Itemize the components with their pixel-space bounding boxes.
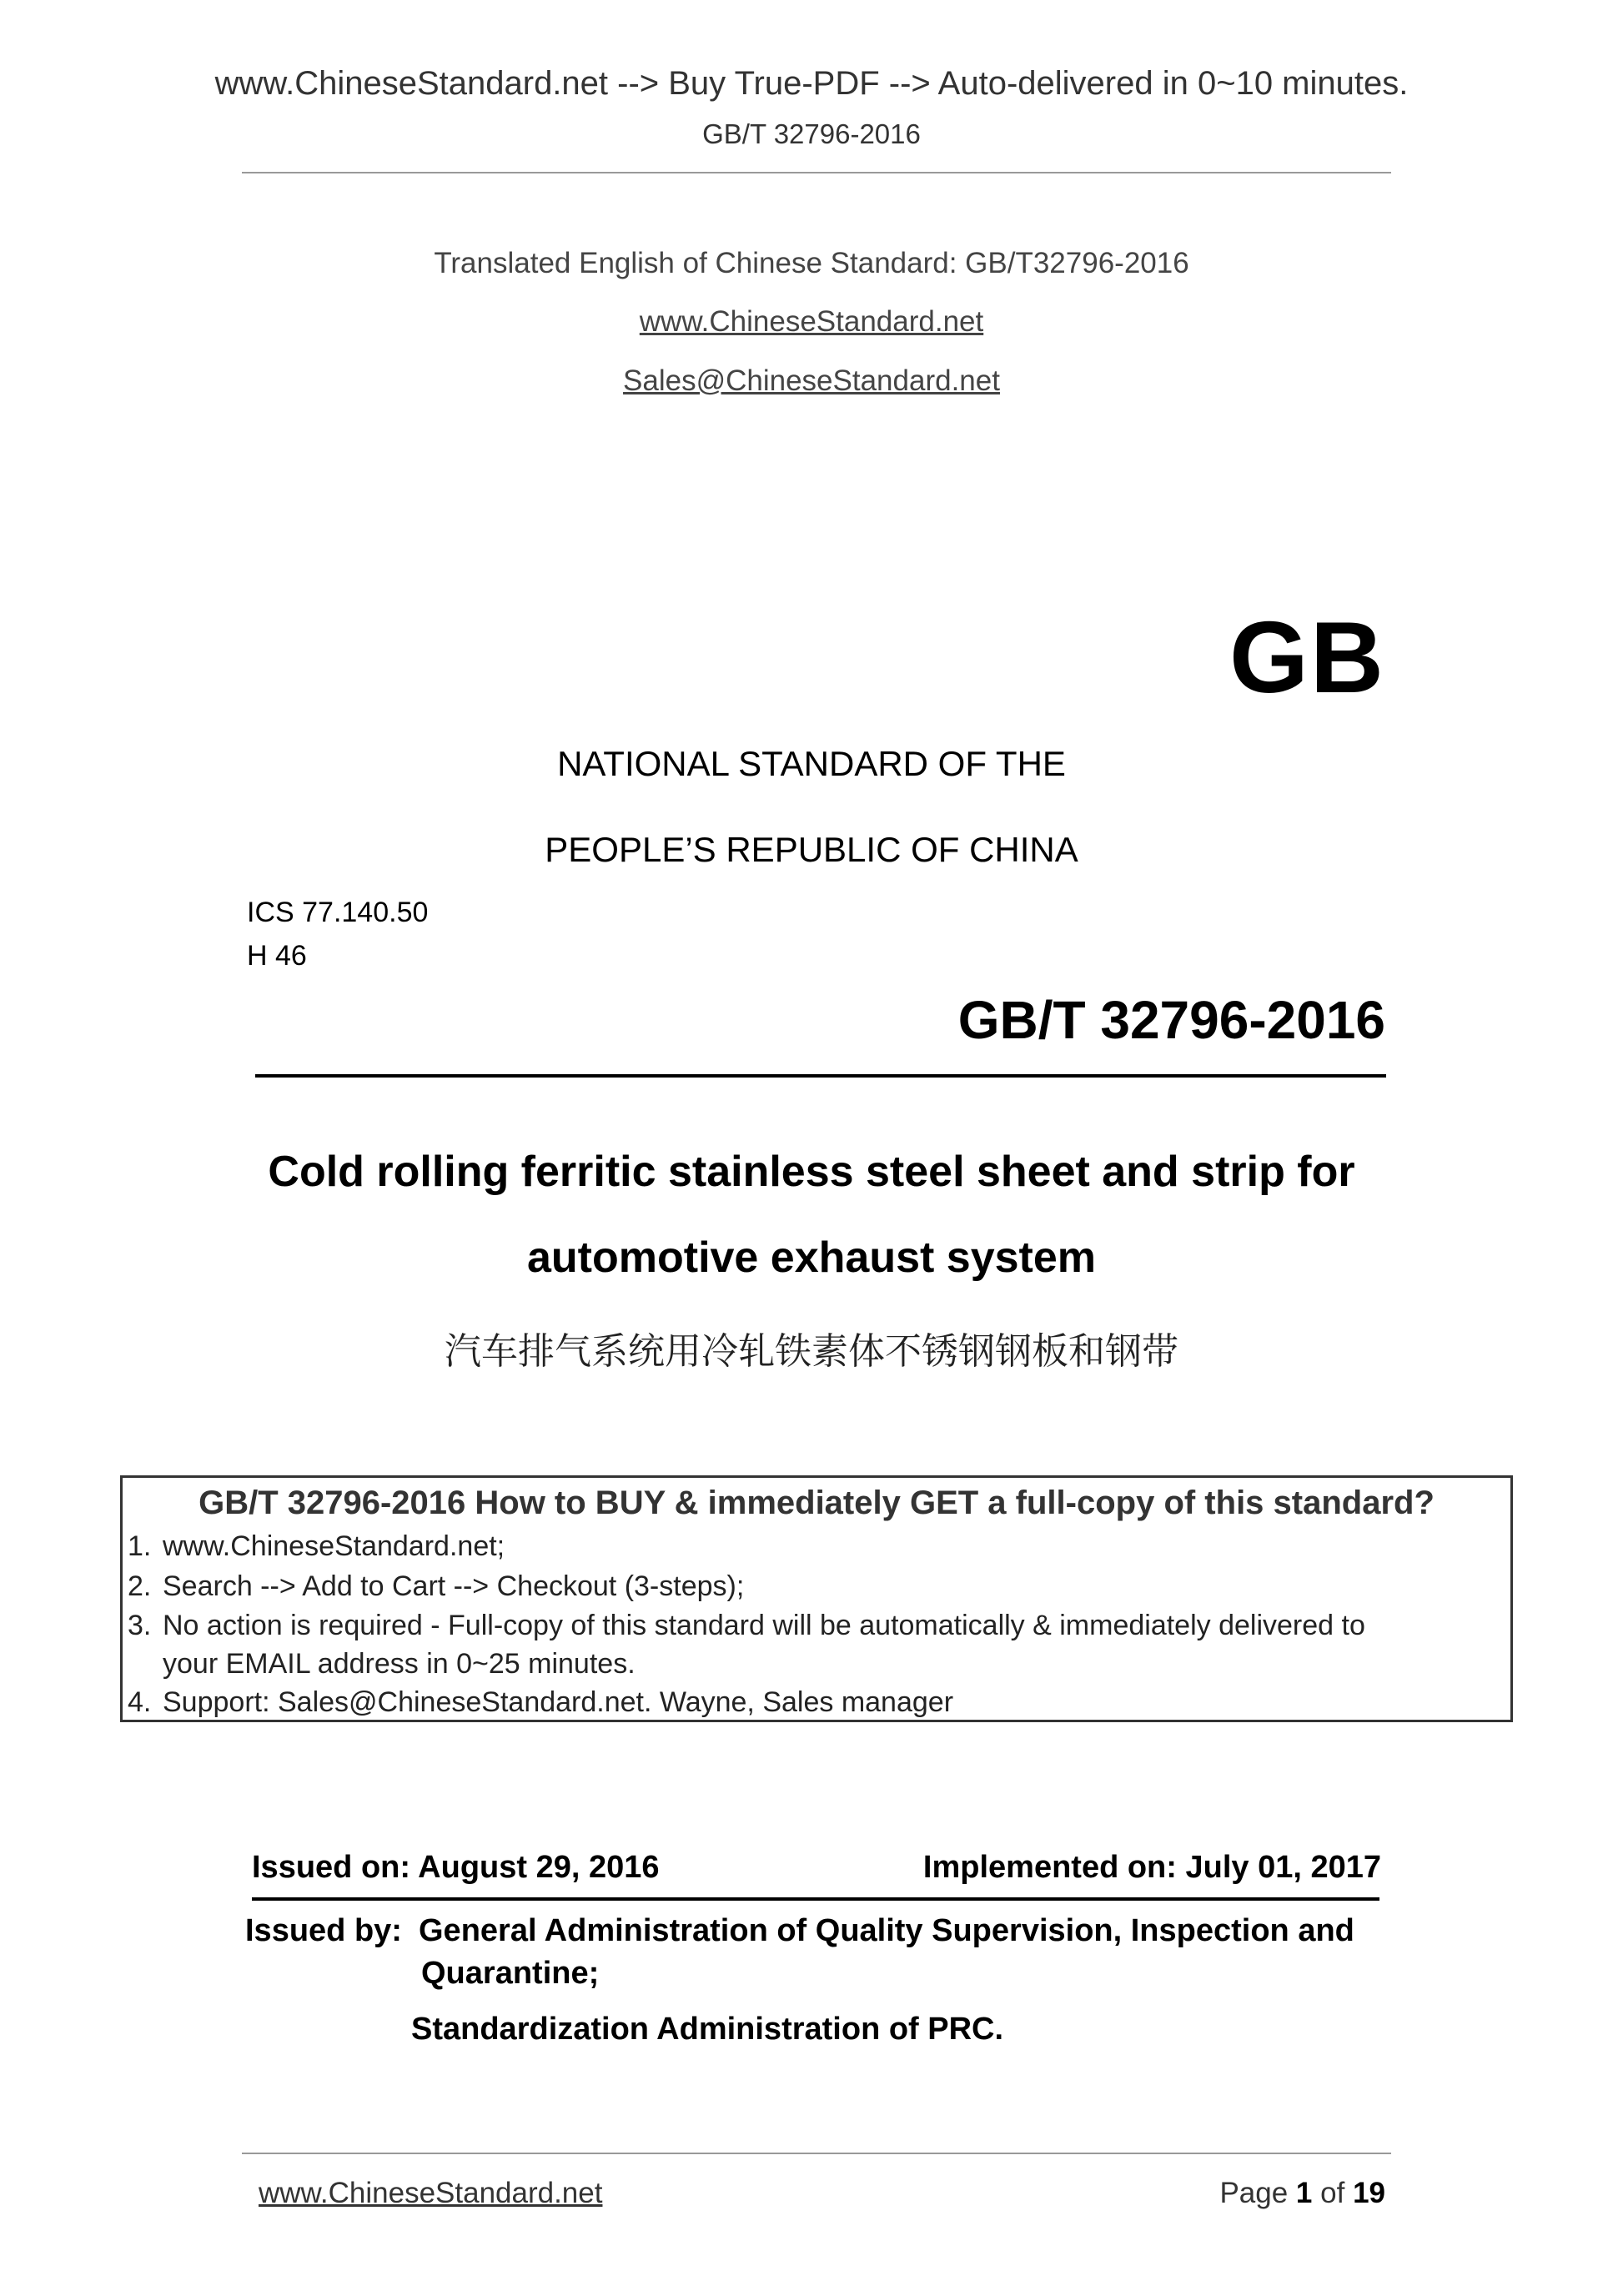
classification-code: H 46 (247, 940, 307, 972)
step-number: 2. (128, 1570, 152, 1602)
translation-website-link[interactable]: www.ChineseStandard.net (639, 305, 984, 338)
english-title-line2: automotive exhaust system (526, 1233, 1097, 1282)
issuer-line1: General Administration of Quality Supervision, Inspection and (419, 1913, 1354, 1948)
header-divider (242, 172, 1391, 173)
standard-number: GB/T 32796-2016 (957, 990, 1385, 1050)
purchase-step (128, 1610, 1365, 1642)
dates-divider (252, 1897, 1379, 1901)
step-text: Search --> Add to Cart --> Checkout (3-steps); (163, 1570, 745, 1602)
chinese-title: 汽车排气系统用冷轧铁素体不锈钢钢板和钢带 (445, 1331, 1178, 1372)
purchase-step-continuation: your EMAIL address in 0~25 minutes. (163, 1648, 636, 1680)
page-indicator (1219, 2177, 1385, 2210)
footer-website-link[interactable]: www.ChineseStandard.net (259, 2177, 603, 2209)
english-title-line1: Cold rolling ferritic stainless steel sheet and strip for (268, 1148, 1355, 1196)
page-total: 19 (1353, 2177, 1385, 2209)
issued-by-label: Issued by: (245, 1913, 402, 1948)
issuer-line1-continuation: Quarantine; (421, 1956, 600, 1991)
step-number: 1. (128, 1530, 152, 1562)
purchase-instructions-box (120, 1475, 1513, 1722)
national-standard-line1: NATIONAL STANDARD OF THE (557, 744, 1066, 783)
header-standard-code: GB/T 32796-2016 (702, 118, 921, 149)
national-standard-line2: PEOPLE’S REPUBLIC OF CHINA (545, 830, 1078, 869)
page-prefix: Page (1219, 2177, 1289, 2209)
header-promo: www.ChineseStandard.net --> Buy True-PDF --> Auto-delivered in 0~10 minutes. (214, 65, 1409, 102)
step-text: Support: Sales@ChineseStandard.net. Wayne, Sales manager (163, 1686, 954, 1718)
translation-email-link[interactable]: Sales@ChineseStandard.net (623, 364, 1000, 397)
page-current: 1 (1295, 2177, 1313, 2209)
step-number: 3. (128, 1610, 152, 1641)
step-number: 4. (128, 1686, 152, 1718)
purchase-step (128, 1686, 953, 1719)
issued-date: Issued on: August 29, 2016 (252, 1850, 660, 1885)
footer-divider (242, 2153, 1391, 2154)
implemented-date: Implemented on: July 01, 2017 (922, 1850, 1381, 1885)
step-text: No action is required - Full-copy of this standard will be automatically & immediately delivered to (163, 1610, 1365, 1641)
page-of: of (1320, 2177, 1345, 2209)
purchase-step (128, 1530, 505, 1563)
step-text[interactable]: www.ChineseStandard.net; (163, 1530, 505, 1562)
title-divider (255, 1074, 1386, 1078)
purchase-step (128, 1570, 744, 1603)
translation-note: Translated English of Chinese Standard: GB/T32796-2016 (434, 247, 1189, 279)
purchase-box-title: GB/T 32796-2016 How to BUY & immediately GET a full-copy of this standard? (198, 1485, 1435, 1521)
ics-code: ICS 77.140.50 (247, 897, 429, 928)
gb-mark: GB (1229, 600, 1385, 714)
issuer-line2: Standardization Administration of PRC. (411, 2012, 1004, 2047)
